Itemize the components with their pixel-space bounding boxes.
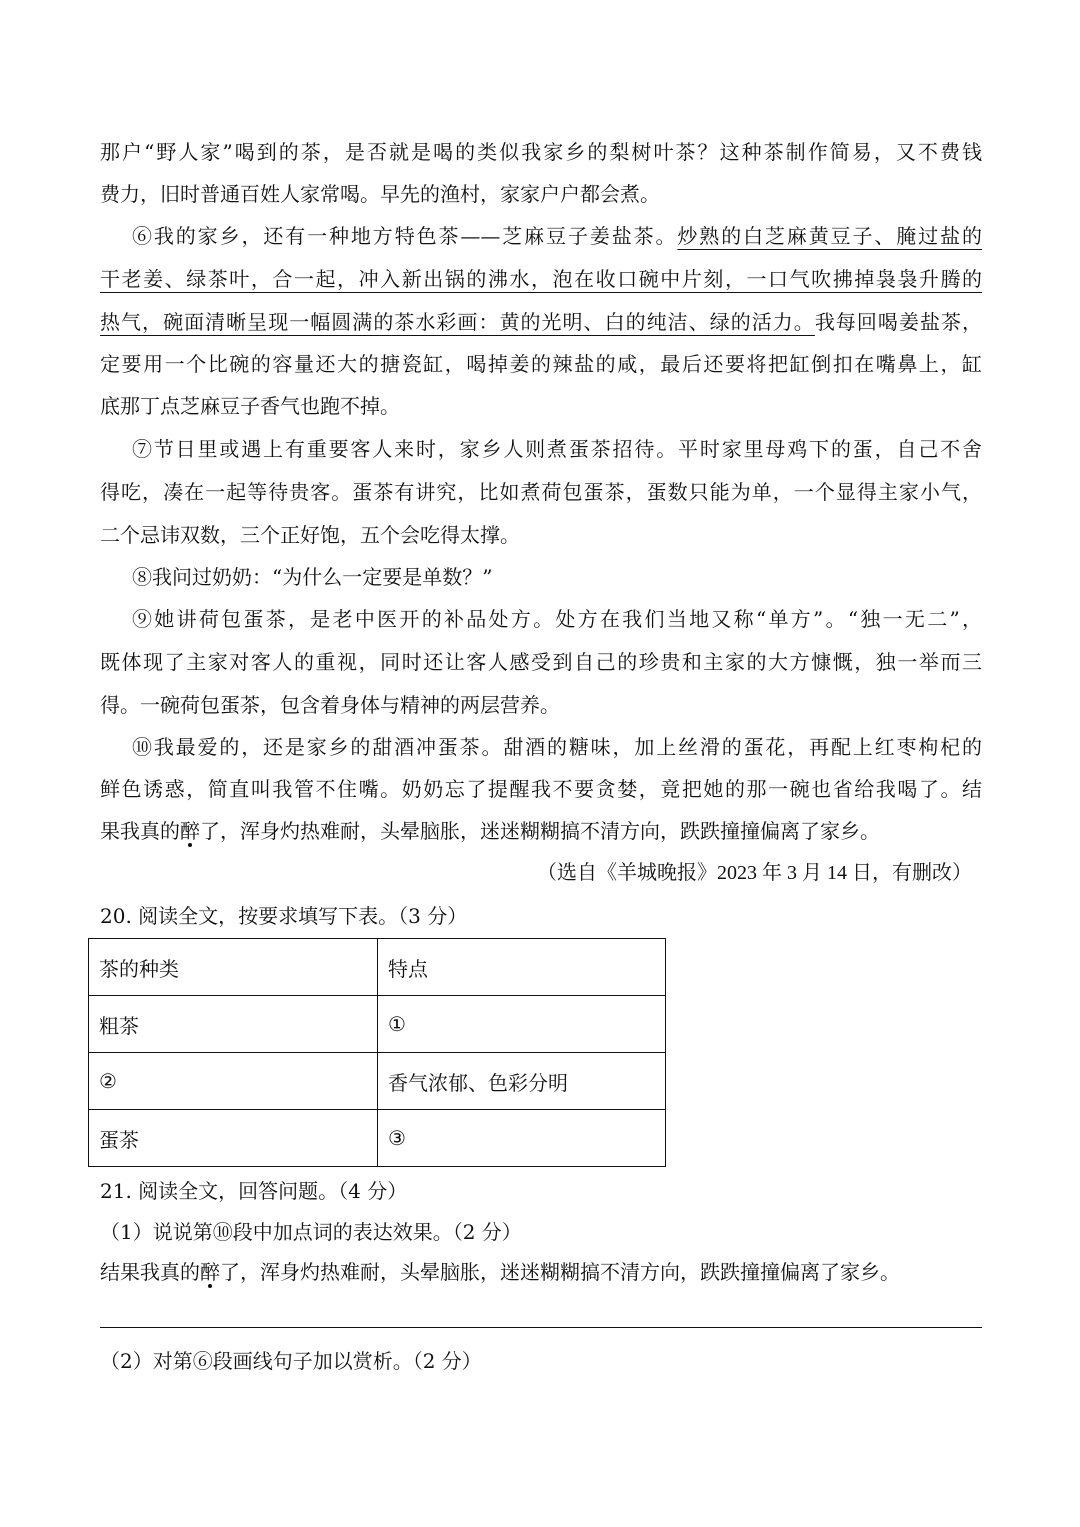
table-cell: 粗茶 [89,996,378,1053]
p6-underlined-text: 炒熟的白芝麻黄豆子、腌过盐的 [677,224,982,248]
p10-text: 了，浑身灼热难耐，头晕脑胀，迷迷糊糊搞不清方向，跌跌撞撞偏离了家乡。 [200,819,880,843]
quote-text: 了，浑身灼热难耐，头晕脑胀，迷迷糊糊搞不清方向，跌跌撞撞偏离了家乡。 [220,1260,900,1284]
article-p5-line1: 那户“野人家”喝到的茶，是否就是喝的类似我家乡的梨树叶茶？这种茶制作简易，又不费钱 [100,140,982,164]
article-p9-line1: ⑨她讲荷包蛋茶，是老中医开的补品处方。处方在我们当地又称“单方”。“独一无二”， [132,607,982,631]
table-cell: ② [89,1053,378,1110]
question-21-sub2: （2）对第⑥段画线句子加以赏析。（2 分） [100,1349,482,1373]
article-p9-line3: 得。一碗荷包蛋茶，包含着身体与精神的两层营养。 [100,693,560,717]
emphasis-dot-word: 醉 [180,819,200,843]
table-row [89,996,666,1053]
article-p10-line2: 鲜色诱惑，简直叫我管不住嘴。奶奶忘了提醒我不要贪婪，竟把她的那一碗也省给我喝了。结 [100,777,982,801]
article-p6-line2 [100,259,982,299]
article-p6-line3 [100,302,982,342]
table-cell: 蛋茶 [89,1110,378,1167]
article-p5-line2: 费力，旧时普通百姓人家常喝。早先的渔村，家家户户都会煮。 [100,182,660,206]
article-p7-line1: ⑦节日里或遇上有重要客人来时，家乡人则煮蛋茶招待。平时家里母鸡下的蛋，自己不舍 [132,437,982,461]
article-p10-line3 [100,811,982,851]
p6-text: ⑥我的家乡，还有一种地方特色茶——芝麻豆子姜盐茶。 [132,224,678,248]
p6-underlined-text: 热气，碗面清晰呈现一幅圆满的茶水彩画：黄的光明、白的纯洁、绿的活力。 [100,310,815,334]
p6-underlined-text: 干老姜、绿茶叶，合一起，冲入新出锅的沸水，泡在收口碗中片刻，一口气吹拂掉袅袅升腾的 [100,267,982,291]
article-p6-line5: 底那丁点芝麻豆子香气也跑不掉。 [100,394,400,418]
article-p7-line2: 得吃，凑在一起等待贵客。蛋茶有讲究，比如煮荷包蛋茶，蛋数只能为单，一个显得主家小气， [100,480,982,504]
article-p10-line1: ⑩我最爱的，还是家乡的甜酒冲蛋茶。甜酒的糖味，加上丝滑的蛋花，再配上红枣枸杞的 [132,735,982,759]
p6-text: 我每回喝姜盐茶， [814,310,982,334]
table-cell: 香气浓郁、色彩分明 [378,1053,666,1110]
table-cell: ③ [378,1110,666,1167]
question-21-sub1: （1）说说第⑩段中加点词的表达效果。（2 分） [100,1220,522,1244]
article-source: （选自《羊城晚报》2023 年 3 月 14 日，有删改） [537,862,972,884]
table-header-row [89,939,666,996]
p10-text: 果我真的 [100,819,180,843]
question-20-prompt: 20. 阅读全文，按要求填写下表。（3 分） [100,904,468,928]
table-header-cell: 茶的种类 [89,939,378,996]
tea-table [88,938,666,1167]
table-row [89,1110,666,1167]
emphasis-dot-word: 醉 [200,1260,220,1284]
article-p8: ⑧我问过奶奶：“为什么一定要是单数？” [132,565,493,589]
table-row [89,1053,666,1110]
table-header-cell: 特点 [378,939,666,996]
article-p7-line3: 二个忌讳双数，三个正好饱，五个会吃得太撑。 [100,523,520,547]
article-p9-line2: 既体现了主家对客人的重视，同时还让客人感受到自己的珍贵和主家的大方慷慨，独一举而三 [100,650,982,674]
question-21-prompt: 21. 阅读全文，回答问题。（4 分） [100,1179,408,1203]
question-21-sub1-quote [100,1252,982,1292]
article-p6-line4: 定要用一个比碗的容量还大的搪瓷缸，喝掉姜的辣盐的咸，最后还要将把缸倒扣在嘴鼻上，缸 [100,352,982,376]
article-p6-line1 [132,216,982,256]
quote-text: 结果我真的 [100,1260,200,1284]
answer-line[interactable] [100,1327,982,1328]
table-cell: ① [378,996,666,1053]
